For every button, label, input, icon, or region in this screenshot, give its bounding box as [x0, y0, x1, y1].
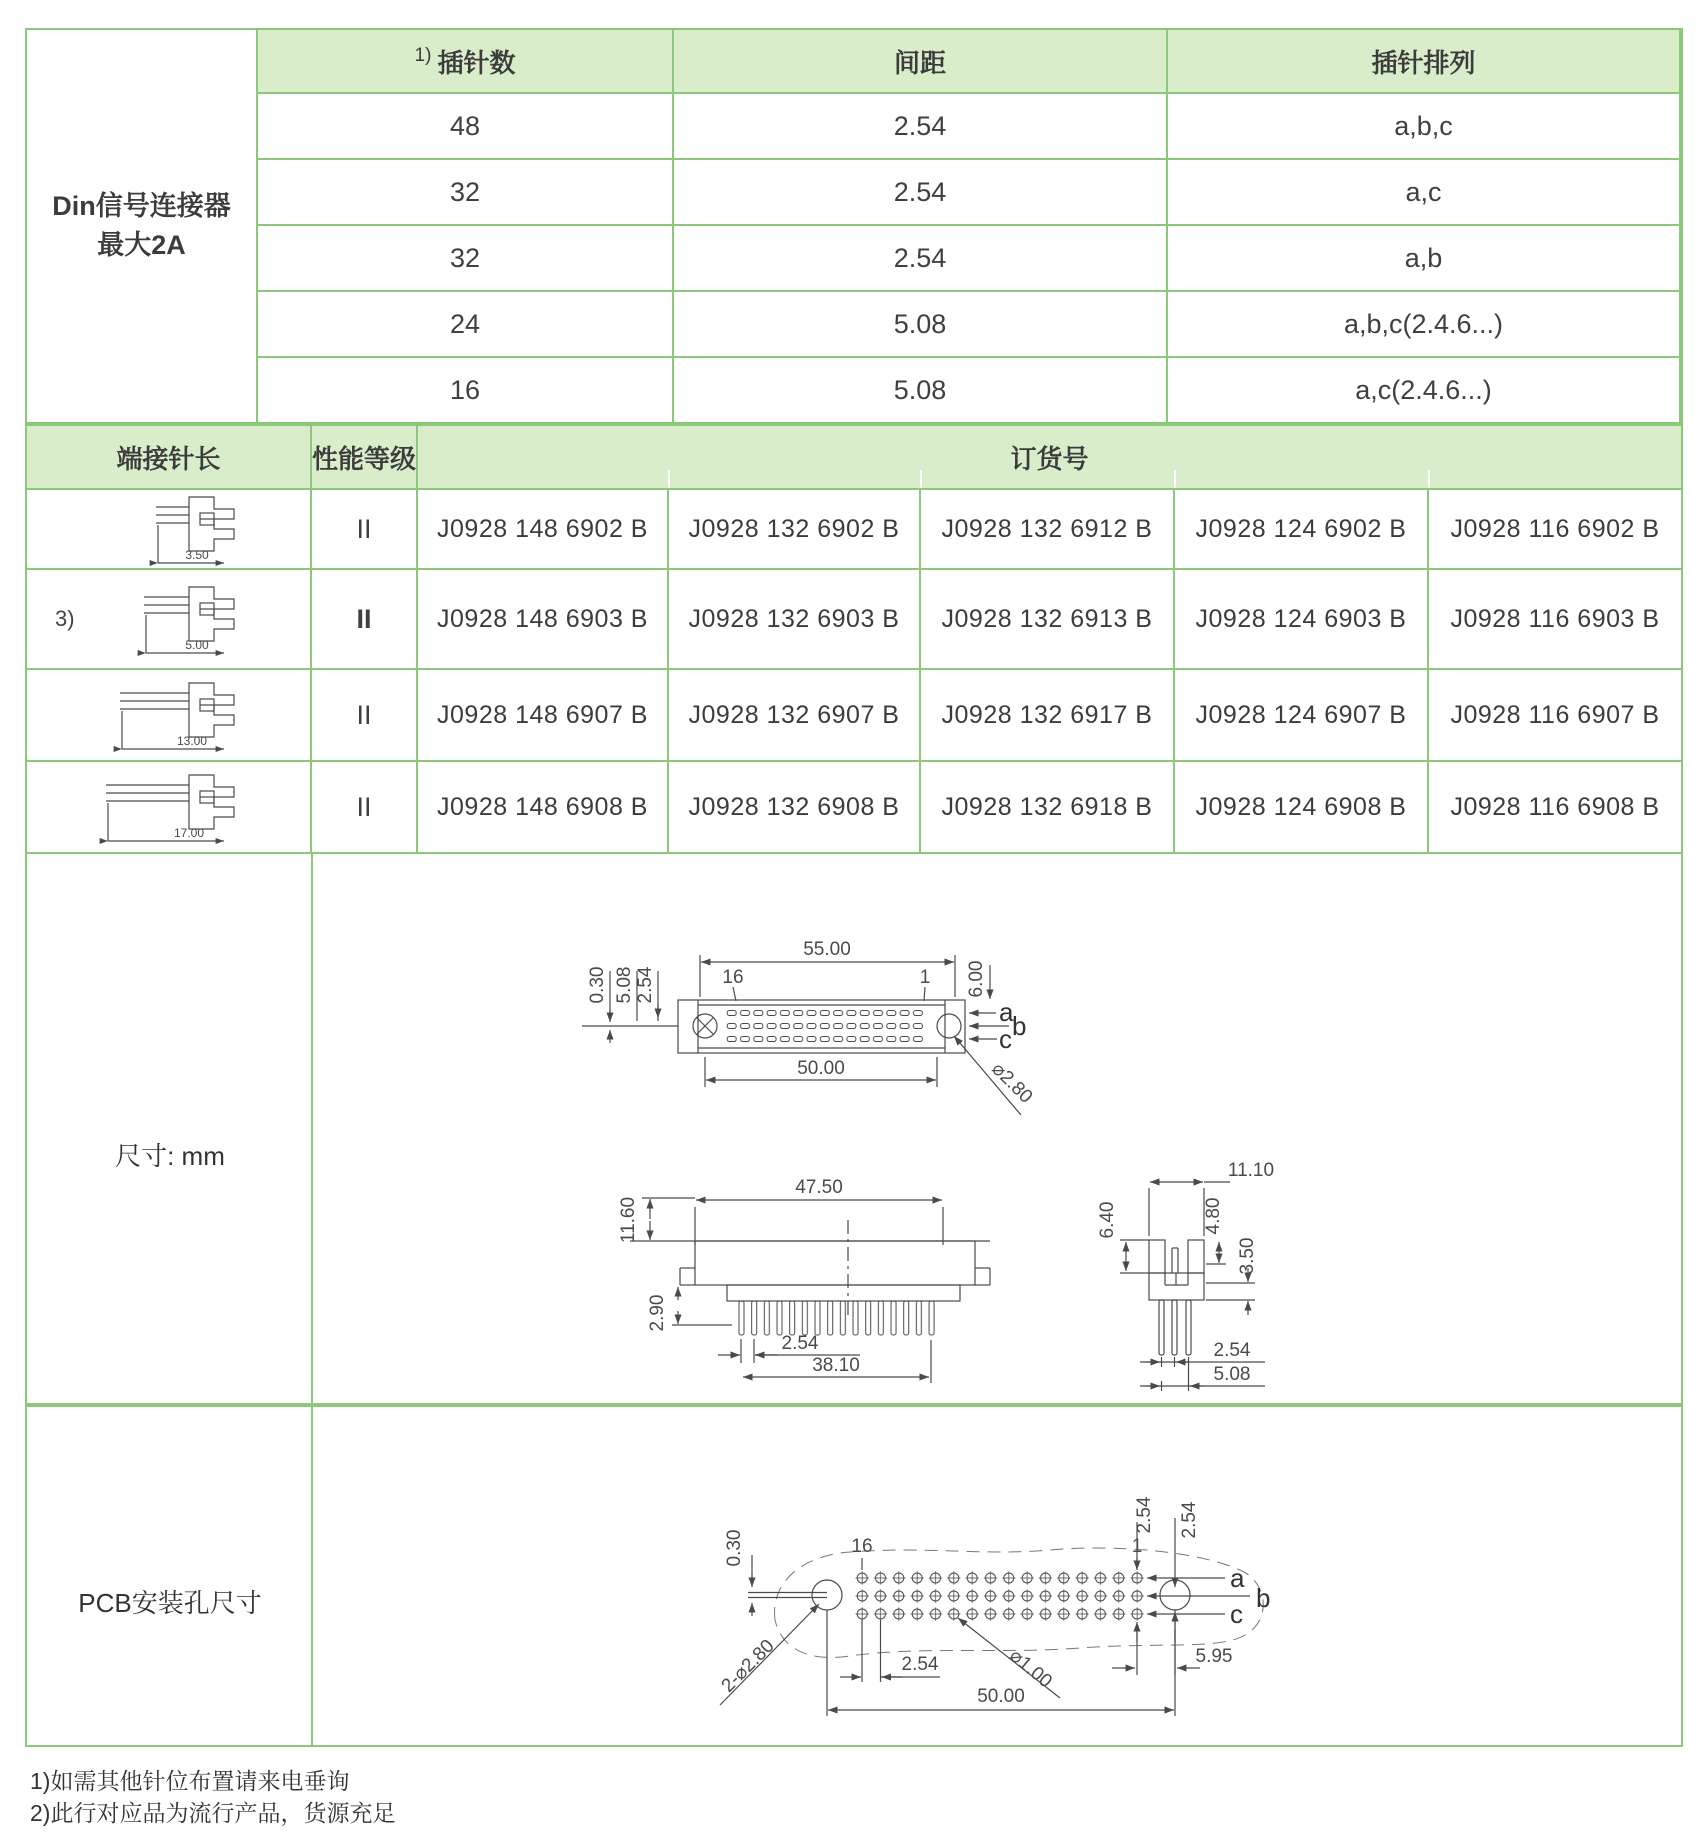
- dim-50: 50.00: [797, 1058, 845, 1079]
- dim-600: 6.00: [966, 960, 987, 998]
- part-number: J0928 132 6917 B: [921, 670, 1173, 760]
- dim-508: 5.08: [1213, 1364, 1251, 1385]
- part-number: J0928 148 6902 B: [418, 490, 667, 568]
- arrangement-value: a,c: [1168, 160, 1679, 224]
- pin-16-label: 16: [851, 1536, 873, 1557]
- dim-254: 2.54: [635, 966, 656, 1004]
- dim-1110: 11.10: [1227, 1160, 1275, 1181]
- pin-spec-table: [25, 28, 1683, 424]
- pitch-value: 5.08: [674, 292, 1166, 356]
- connector-profile-icon: [94, 671, 244, 759]
- pin-length-cell: [27, 570, 310, 668]
- pin-length-label: 3.50: [184, 548, 209, 562]
- dim-55: 55.00: [803, 939, 851, 960]
- dim-50: 50.00: [977, 1686, 1025, 1707]
- pin-1-label: 1: [1131, 1536, 1143, 1557]
- part-number: J0928 132 6903 B: [669, 570, 919, 668]
- part-number: J0928 132 6913 B: [921, 570, 1173, 668]
- arrangement-value: a,b,c: [1168, 94, 1679, 158]
- column-tick: [668, 470, 670, 488]
- dim-dia280: ⌀2.80: [987, 1058, 1037, 1108]
- row-b-label: b: [1256, 1583, 1271, 1613]
- dim-dia100: ⌀1.00: [1005, 1645, 1056, 1693]
- pitch-value: 2.54: [674, 94, 1166, 158]
- row-a-label: a: [1230, 1563, 1245, 1593]
- dim-595: 5.95: [1195, 1646, 1233, 1667]
- dim-030: 0.30: [587, 966, 608, 1004]
- pin-16-label: 16: [722, 967, 744, 988]
- dim-030: 0.30: [724, 1529, 745, 1567]
- pin-1-label: 1: [919, 967, 931, 988]
- side-view-drawing: [1080, 1160, 1350, 1400]
- arrangement-value: a,b,c(2.4.6...): [1168, 292, 1679, 356]
- pin-length-label: 13.00: [176, 734, 207, 748]
- plan-view-drawing: [580, 935, 1050, 1135]
- footnote-ref-1: 1): [414, 45, 432, 66]
- dim-254-left: 2.54: [901, 1654, 939, 1675]
- grade-value: II: [356, 603, 372, 634]
- dim-2dia280: 2-⌀2.80: [717, 1635, 779, 1697]
- dim-480: 4.80: [1203, 1197, 1224, 1235]
- row-c-label: c: [1230, 1599, 1243, 1629]
- pcb-label: PCB安装孔尺寸: [78, 1588, 262, 1618]
- arrangement-value: a,c(2.4.6...): [1168, 358, 1679, 422]
- part-number: J0928 132 6918 B: [921, 762, 1173, 852]
- connector-profile-icon: [94, 485, 244, 573]
- part-number: J0928 116 6902 B: [1429, 490, 1681, 568]
- part-number: J0928 124 6908 B: [1175, 762, 1427, 852]
- dim-3810: 38.10: [812, 1355, 860, 1376]
- pins-value: 32: [258, 226, 672, 290]
- pitch-value: 2.54: [674, 160, 1166, 224]
- dim-254-right1: 2.54: [1134, 1496, 1155, 1534]
- pin-length-cell: [27, 762, 310, 852]
- header-grade: 性能等级: [312, 426, 416, 488]
- header-arrangement: 插针排列: [1168, 30, 1679, 92]
- grade-value: II: [312, 490, 416, 568]
- part-number: J0928 132 6912 B: [921, 490, 1173, 568]
- dim-1160: 11.60: [618, 1196, 639, 1244]
- part-number: J0928 124 6903 B: [1175, 570, 1427, 668]
- connector-profile-icon: [94, 575, 244, 663]
- part-number: J0928 116 6908 B: [1429, 762, 1681, 852]
- product-title-cell: [27, 30, 256, 422]
- pin-length-label: 5.00: [184, 638, 209, 652]
- pin-length-label: 17.00: [173, 826, 204, 840]
- pins-value: 48: [258, 94, 672, 158]
- header-order-no: 订货号: [418, 426, 1681, 488]
- part-number: J0928 116 6903 B: [1429, 570, 1681, 668]
- dim-254: 2.54: [781, 1333, 819, 1354]
- dim-254: 2.54: [1213, 1340, 1251, 1361]
- row-a-label: a: [999, 997, 1014, 1027]
- part-number: J0928 132 6902 B: [669, 490, 919, 568]
- grade-value: II: [312, 670, 416, 760]
- part-number: J0928 148 6903 B: [418, 570, 667, 668]
- part-number: J0928 124 6907 B: [1175, 670, 1427, 760]
- pcb-hole-pattern-drawing: [600, 1470, 1310, 1760]
- column-tick: [1174, 470, 1176, 488]
- order-number-table: [25, 424, 1683, 854]
- footnote-2: 2)此行对应品为流行产品，货源充足: [30, 1800, 396, 1826]
- header-pin-length: 端接针长: [27, 426, 310, 488]
- pins-value: 32: [258, 160, 672, 224]
- column-tick: [920, 470, 922, 488]
- section-divider: [311, 854, 313, 1403]
- product-rating: 最大2A: [97, 230, 186, 260]
- section-divider: [311, 1407, 313, 1745]
- front-view-drawing: [560, 1165, 1010, 1390]
- part-number: J0928 124 6902 B: [1175, 490, 1427, 568]
- pin-length-cell: [27, 490, 310, 568]
- part-number: J0928 132 6907 B: [669, 670, 919, 760]
- footnote-1: 1)如需其他针位布置请来电垂询: [30, 1768, 350, 1794]
- dim-290: 2.90: [647, 1294, 668, 1332]
- product-title: Din信号连接器: [52, 190, 231, 221]
- dim-640: 6.40: [1097, 1201, 1118, 1239]
- header-pin-count: 1) 插针数: [258, 30, 672, 92]
- dim-350: 3.50: [1237, 1237, 1258, 1275]
- pitch-value: 5.08: [674, 358, 1166, 422]
- row-c-label: c: [999, 1024, 1012, 1054]
- part-number: J0928 148 6908 B: [418, 762, 667, 852]
- part-number: J0928 116 6907 B: [1429, 670, 1681, 760]
- dim-254-right2: 2.54: [1179, 1501, 1200, 1539]
- pins-value: 16: [258, 358, 672, 422]
- pitch-value: 2.54: [674, 226, 1166, 290]
- part-number: J0928 148 6907 B: [418, 670, 667, 760]
- header-pitch: 间距: [674, 30, 1166, 92]
- connector-profile-icon: [94, 763, 244, 851]
- row-b-label: b: [1012, 1011, 1027, 1041]
- dim-508: 5.08: [614, 966, 635, 1004]
- footnote-ref-3: 3): [55, 606, 75, 631]
- dim-4750: 47.50: [795, 1177, 843, 1198]
- column-tick: [1428, 470, 1430, 488]
- grade-value: II: [312, 762, 416, 852]
- pin-length-cell: [27, 670, 310, 760]
- part-number: J0928 132 6908 B: [669, 762, 919, 852]
- pins-value: 24: [258, 292, 672, 356]
- arrangement-value: a,b: [1168, 226, 1679, 290]
- dimensions-label: 尺寸: mm: [115, 1141, 225, 1171]
